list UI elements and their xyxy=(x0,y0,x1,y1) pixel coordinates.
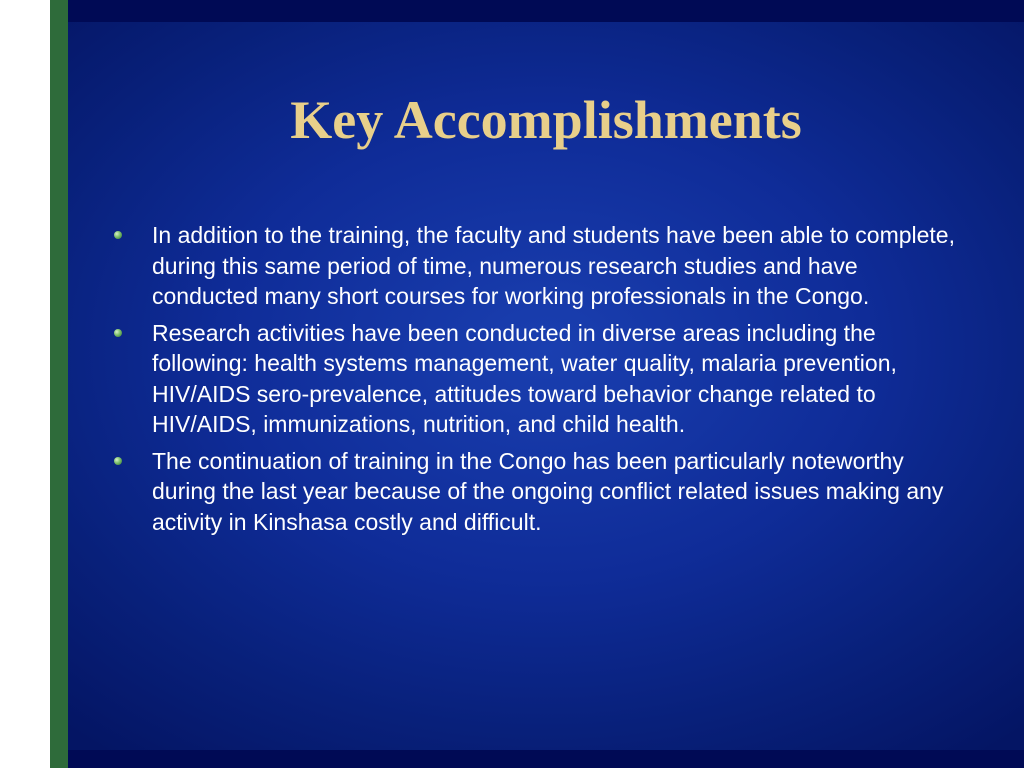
slide-title: Key Accomplishments xyxy=(290,90,802,150)
bullet-text-3: The continuation of training in the Congo has been particularly noteworthy during the last year because of the ongoing conflict related issues making any activity in Kinshasa costly and difficult. xyxy=(152,447,944,535)
left-margin xyxy=(0,0,50,768)
bullet-item-3 xyxy=(110,446,960,538)
bullet-dot-icon xyxy=(114,457,122,465)
bullet-text-1: In addition to the training, the faculty and students have been able to complete, during this same period of time, numerous research studies and have conducted many short courses for working professionals in the Congo. xyxy=(152,222,955,309)
accent-bar xyxy=(50,0,68,768)
bullet-dot-icon xyxy=(114,329,122,337)
bullet-item-2 xyxy=(110,318,960,440)
bullet-item-1 xyxy=(110,220,960,312)
bullet-text-2: Research activities have been conducted in diverse areas including the following: health systems management, water quality, malaria prevention, HIV/AIDS sero-prevalence, attitudes toward behavior change related to HIV/AIDS, immunizations, nutrition, and child health. xyxy=(152,319,897,437)
bullet-list xyxy=(110,220,960,543)
bullet-dot-icon xyxy=(114,231,122,239)
